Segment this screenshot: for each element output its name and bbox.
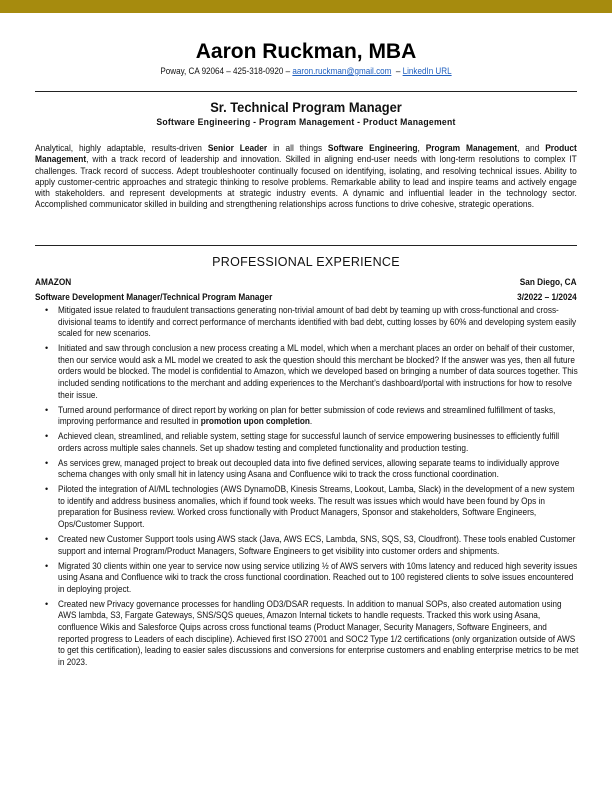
job-title: Software Development Manager/Technical Program Manager bbox=[35, 291, 273, 302]
phone: 425-318-0920 bbox=[233, 66, 284, 76]
achievement-item bbox=[35, 305, 577, 340]
accent-top-bar bbox=[0, 0, 612, 13]
separator: – bbox=[393, 66, 403, 76]
achievement-item bbox=[35, 458, 577, 481]
job-location: San Diego, CA bbox=[520, 276, 577, 287]
divider bbox=[35, 245, 577, 246]
achievement-item bbox=[35, 343, 577, 401]
location: Poway, CA 92064 bbox=[160, 66, 225, 76]
summary-segment: , bbox=[417, 143, 426, 153]
bullet-icon: • bbox=[45, 404, 49, 415]
email-link[interactable]: aaron.ruckman@gmail.com bbox=[292, 66, 392, 76]
achievement-item bbox=[35, 534, 577, 557]
bullet-icon: • bbox=[45, 431, 49, 442]
job-dates: 3/2022 – 1/2024 bbox=[517, 291, 577, 302]
achievement-text: Migrated 30 clients within one year to service now using service utilizing ½ of AWS servers with 10ms latency and reduced high severity issues using Asana and Confluence wiki to track the cross functional coordination. Reached out to 100 registered clients to solve issues encountered in deploying project. bbox=[58, 560, 578, 594]
achievement-item bbox=[35, 405, 577, 428]
separator: – bbox=[283, 66, 293, 76]
divider bbox=[35, 91, 577, 92]
summary-segment: in all things bbox=[267, 143, 328, 153]
highlight-text: promotion upon completion bbox=[200, 416, 310, 427]
summary-segment: , with a track record of leadership and innovation. Skilled in aligning end-user needs with long-term resolutions to complex IT challenges. Track record of success. Adept troubleshooter continually focused on identifying, isolating, and resolving technical issues. Ability to apply customer-centric approaches and strategic thinking to resolve problems. Remarkable ability to lead and inspire teams and actively engage with stakeholders. and represent developments at strategic industry events. A dynamic and influential leader in the technology sector. Accomplished communicator skilled in building and strengthening relationships across functions to drive cohesive, strategic operations. bbox=[35, 154, 577, 210]
linkedin-link[interactable]: LinkedIn URL bbox=[402, 66, 452, 76]
bullet-icon: • bbox=[45, 343, 49, 354]
contact-line bbox=[37, 65, 576, 77]
summary-segment: , and bbox=[517, 143, 546, 153]
headline bbox=[0, 98, 612, 130]
job-achievements-list bbox=[35, 305, 577, 672]
achievement-text: Achieved clean, streamlined, and reliable system, setting stage for successful launch of service empowering businesses to efficiently fulfill orders across multiple sales channels. Set up shadow testing and completed functionality and production testing. bbox=[58, 431, 560, 453]
summary-keyword: Program Management bbox=[425, 143, 518, 153]
professional-summary bbox=[35, 143, 577, 211]
bullet-icon: • bbox=[45, 598, 49, 609]
bullet-icon: • bbox=[45, 457, 49, 468]
target-role-title: Sr. Technical Program Manager bbox=[210, 99, 402, 115]
section-heading-experience: PROFESSIONAL EXPERIENCE bbox=[212, 255, 400, 269]
summary-segment: Analytical, highly adaptable, results-driven bbox=[35, 143, 208, 153]
separator: – bbox=[224, 66, 234, 76]
bullet-icon: • bbox=[45, 484, 49, 495]
achievement-text: Initiated and saw through conclusion a new process creating a ML model, which when a merchant places an order on behalf of their customer, then our service would ask a ML model we created to ask the question should this merchant be blocked? If the answer was yes, then all future orders would be blocked. The model is confidential to Amazon, which we developed based on bringing a number of data sources together. This included sending notifications to the merchant and adding experiences to the Merchant’s dashboard/portal with instructions for how to resolve their issue. bbox=[58, 343, 578, 400]
summary-keyword: Product Management bbox=[35, 143, 577, 165]
specialties-subtitle: Software Engineering - Program Management - Product Management bbox=[156, 117, 456, 128]
bullet-icon: • bbox=[45, 534, 49, 545]
bullet-icon: • bbox=[45, 305, 49, 315]
resume-header bbox=[0, 39, 612, 77]
summary-keyword: Senior Leader bbox=[207, 143, 268, 153]
candidate-name: Aaron Ruckman, MBA bbox=[195, 40, 417, 63]
achievement-text: Mitigated issue related to fraudulent transactions generating non-trivial amount of bad debt by teaming up with cross-functional and cross-divisional teams to identify and correct performance of merchants identified with bad debt, cutting losses by 60% and developing system easily scaled for new scenarios. bbox=[58, 305, 577, 339]
achievement-text: Piloted the integration of AI/ML technologies (AWS DynamoDB, Kinesis Streams, Lookout, Lamba, Slack) in the development of a new system to identify and address business anomalies, which if found took weeks. The result was issues which would have been found by Ops in preparation for Business review. Worked cross functionally with Product Managers, Sponsor and stakeholders, Software Engineers, Ops/Customer Support. bbox=[58, 484, 575, 530]
achievement-text: Created new Privacy governance processes for handling OD3/DSAR requests. In addition to manual SOPs, also created automation using AWS lambda, S3, Fargate Gateways, SNS/SQS queues, Amazon Internal tickets to handle requests. Tracked this work using Asana, confluence Wikis and Salesforce Quips across cross functional teams (Product Manager, Security Managers, Software Engineers, and reported progress to Leaders of each discipline). Achieved first ISO 27001 and SOC2 Type 1/2 certifications (only organization outside of AWS to get this certification), leading to easier sales discussions and conversions for enterprise customers and enabling enterprise metrics to be met in 2023. bbox=[58, 598, 579, 667]
job-role-row bbox=[35, 291, 577, 303]
bullet-icon: • bbox=[45, 560, 49, 571]
achievement-text: Created new Customer Support tools using AWS stack (Java, AWS ECS, Lambda, SNS, SQS, S3, Cloudfront). These tools enabled Customer support and internal Program/Product Managers, Software Engineers to get visibility into customer orders and shipments. bbox=[58, 534, 576, 556]
achievement-item bbox=[35, 484, 577, 530]
company-name: AMAZON bbox=[35, 276, 72, 287]
summary-keyword: Software Engineering bbox=[327, 143, 418, 153]
achievement-item bbox=[35, 561, 577, 596]
summary-text bbox=[35, 143, 577, 211]
job-company-row bbox=[35, 276, 577, 288]
achievement-item bbox=[35, 431, 577, 454]
achievement-text: Turned around performance of direct report by working on plan for better submission of code reviews and streamlined fulfillment of tasks, improving performance and resulted in promotion upon completion. bbox=[58, 404, 556, 427]
achievement-text: As services grew, managed project to break out decoupled data into five defined services, allowing separate teams to individually approve schema changes with only small hit in latency using Asana and Confluence wiki to track the cross functional coordination. bbox=[58, 457, 560, 480]
achievement-item bbox=[35, 599, 577, 669]
